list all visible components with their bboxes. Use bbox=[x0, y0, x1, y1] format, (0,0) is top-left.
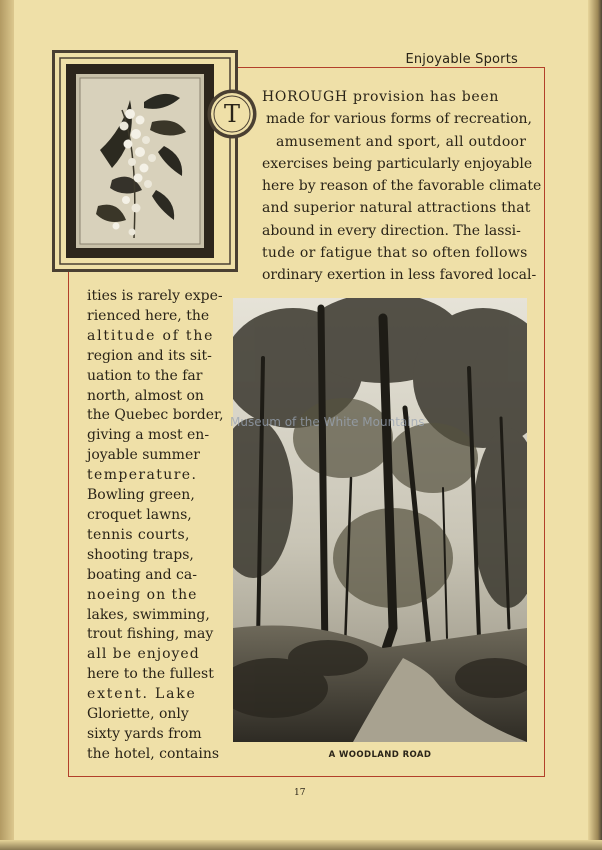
body-line: here to the fullest bbox=[87, 666, 214, 683]
body-line: noeing on the bbox=[87, 586, 198, 603]
body-line: sixty yards from bbox=[87, 725, 202, 742]
running-header: Enjoyable Sports bbox=[405, 52, 518, 67]
intro-line: tude or fatigue that so often follows bbox=[262, 245, 528, 262]
intro-line: here by reason of the favorable climate bbox=[262, 178, 542, 195]
intro-paragraph bbox=[262, 86, 542, 287]
page-bottom-edge bbox=[0, 840, 602, 850]
body-column bbox=[87, 287, 227, 765]
intro-line: HOROUGH provision has been bbox=[262, 89, 500, 105]
page-spine bbox=[0, 0, 14, 850]
body-line: altitude of the bbox=[87, 327, 215, 344]
body-line: giving a most en- bbox=[87, 427, 210, 444]
page-edge bbox=[588, 0, 602, 850]
body-line: the Quebec border, bbox=[87, 407, 224, 424]
photo-caption: A WOODLAND ROAD bbox=[328, 750, 432, 760]
body-line: shooting traps, bbox=[87, 546, 194, 563]
intro-line: ordinary exertion in less favored local- bbox=[262, 267, 537, 284]
intro-line: exercises being particularly enjoyable bbox=[262, 155, 533, 172]
museum-watermark: Museum of the White Mountains bbox=[230, 415, 425, 429]
drop-cap-letter: T bbox=[223, 100, 241, 128]
body-line: temperature. bbox=[87, 467, 198, 484]
body-line: rienced here, the bbox=[87, 307, 210, 324]
ornament-frame bbox=[52, 50, 241, 272]
woodland-road-photo bbox=[233, 298, 527, 742]
drop-cap-medallion bbox=[206, 88, 258, 140]
body-line: joyable summer bbox=[87, 447, 200, 464]
body-line: boating and ca- bbox=[87, 566, 197, 583]
intro-line: made for various forms of recreation, bbox=[266, 111, 532, 128]
body-line: Gloriette, only bbox=[87, 706, 189, 723]
page-number: 17 bbox=[294, 788, 306, 798]
intro-line: abound in every direction. The lassi- bbox=[262, 222, 521, 239]
body-line: ities is rarely expe- bbox=[87, 288, 223, 304]
body-line: region and its sit- bbox=[87, 347, 212, 364]
intro-line: amusement and sport, all outdoor bbox=[276, 133, 527, 150]
body-line: extent. Lake bbox=[87, 686, 197, 703]
body-line: the hotel, contains bbox=[87, 745, 220, 762]
intro-line: and superior natural attractions that bbox=[262, 200, 531, 217]
body-line: uation to the far bbox=[87, 367, 203, 384]
body-line: north, almost on bbox=[87, 387, 204, 404]
body-line: lakes, swimming, bbox=[87, 606, 210, 623]
body-line: Bowling green, bbox=[87, 487, 195, 504]
body-line: croquet lawns, bbox=[87, 506, 192, 523]
body-line: tennis courts, bbox=[87, 526, 190, 543]
body-line: all be enjoyed bbox=[87, 646, 200, 663]
body-line: trout fishing, may bbox=[87, 626, 214, 643]
